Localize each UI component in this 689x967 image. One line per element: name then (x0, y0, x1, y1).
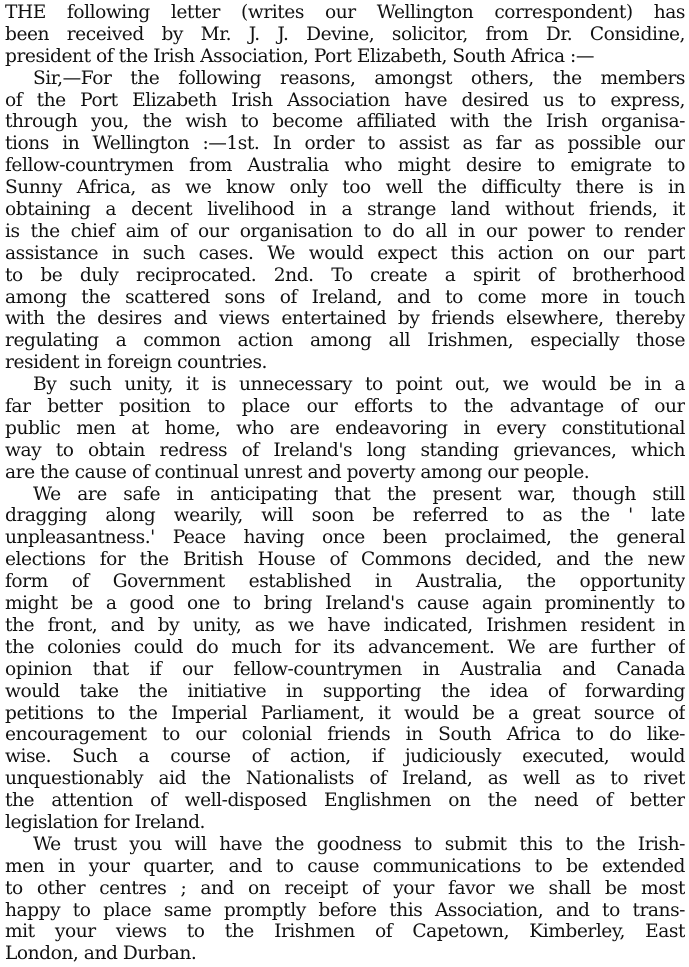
text-line: fellow-countrymen from Australia who might desire to emigrate to (5, 155, 685, 177)
text-line: dragging along wearily, will soon be referred to as the ' late (5, 505, 685, 527)
text-line: of the Port Elizabeth Irish Association have desired us to express, (5, 89, 685, 111)
text-line: been received by Mr. J. J. Devine, solicitor, from Dr. Considine, (5, 23, 685, 45)
article-body (5, 2, 685, 965)
text-line: We trust you will have the goodness to submit this to the Irish- (33, 833, 685, 855)
text-line: the colonies could do much for its advancement. We are further of (5, 636, 685, 658)
paragraph (5, 484, 685, 834)
text-line: wise. Such a course of action, if judiciously executed, would (5, 746, 685, 768)
text-line: to other centres ; and on receipt of your favor we shall be most (5, 877, 685, 899)
text-line: encouragement to our colonial friends in South Africa to do like- (5, 724, 685, 746)
text-line: happy to place same promptly before this Association, and to trans- (5, 899, 685, 921)
text-line: is the chief aim of our organisation to do all in our power to render (5, 220, 685, 242)
text-line: legislation for Ireland. (5, 811, 206, 833)
text-line: men in your quarter, and to cause communications to be extended (5, 855, 685, 877)
text-line: public men at home, who are endeavoring in every constitutional (5, 417, 685, 439)
text-line: obtaining a decent livelihood in a strange land without friends, it (5, 199, 685, 221)
text-line: form of Government established in Australia, the opportunity (5, 571, 685, 593)
text-line: might be a good one to bring Ireland's cause again prominently to (5, 593, 685, 615)
text-line: way to obtain redress of Ireland's long standing grievances, which (5, 439, 685, 461)
text-line: far better position to place our efforts to the advantage of our (5, 396, 685, 418)
paragraph (5, 68, 685, 374)
text-line: among the scattered sons of Ireland, and to come more in touch (5, 286, 685, 308)
text-line: tions in Wellington :—1st. In order to assist as far as possible our (5, 133, 685, 155)
text-line: the front, and by unity, as we have indicated, Irishmen resident in (5, 614, 685, 636)
text-line: through you, the wish to become affiliated with the Irish organisa- (5, 111, 685, 133)
paragraph (5, 834, 685, 965)
text-line: Sir,—For the following reasons, amongst others, the members (33, 67, 685, 89)
text-line: petitions to the Imperial Parliament, it would be a great source of (5, 702, 685, 724)
text-line: would take the initiative in supporting the idea of forwarding (5, 680, 685, 702)
text-line: regulating a common action among all Irishmen, especially those (5, 330, 685, 352)
text-line: elections for the British House of Commons decided, and the new (5, 549, 685, 571)
paragraph (5, 374, 685, 483)
text-line: resident in foreign countries. (5, 352, 268, 374)
text-line: Sunny Africa, as we know only too well the difficulty there is in (5, 177, 685, 199)
text-line: unquestionably aid the Nationalists of Ireland, as well as to rivet (5, 768, 685, 790)
text-line: mit your views to the Irishmen of Capetown, Kimberley, East (5, 921, 685, 943)
text-line: are the cause of continual unrest and poverty among our people. (5, 461, 590, 483)
text-line: to be duly reciprocated. 2nd. To create a spirit of brotherhood (5, 264, 685, 286)
text-line: By such unity, it is unnecessary to point out, we would be in a (33, 374, 685, 396)
text-line: with the desires and views entertained by friends elsewhere, thereby (5, 308, 685, 330)
text-line: We are safe in anticipating that the present war, though still (33, 483, 685, 505)
text-line: London, and Durban. (5, 943, 197, 965)
paragraph (5, 2, 685, 68)
text-line: the attention of well-disposed Englishmen on the need of better (5, 790, 685, 812)
text-line: opinion that if our fellow-countrymen in Australia and Canada (5, 658, 685, 680)
text-line: president of the Irish Association, Port Elizabeth, South Africa :— (5, 45, 595, 67)
text-line: unpleasantness.' Peace having once been proclaimed, the general (5, 527, 685, 549)
text-line: assistance in such cases. We would expect this action on our part (5, 242, 685, 264)
text-line: THE following letter (writes our Wellington correspondent) has (5, 2, 685, 23)
